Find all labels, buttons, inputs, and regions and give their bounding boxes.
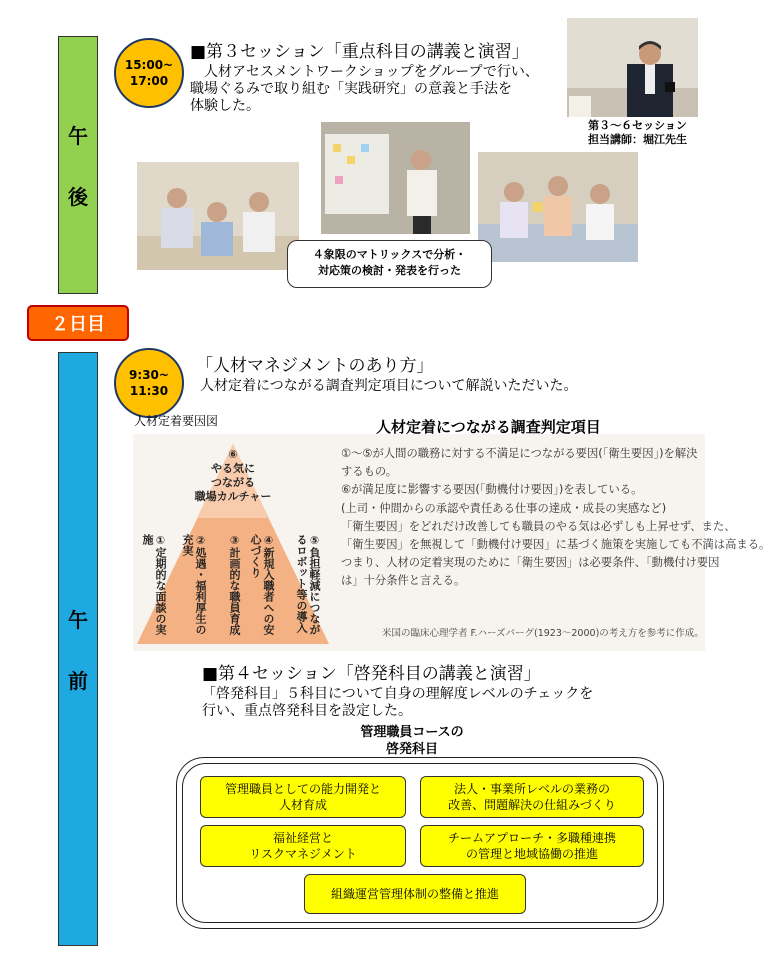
workshop-caption-line2: 対応策の検討・発表を行った xyxy=(318,264,461,277)
figure-right-title: 人材定着につながる調査判定項目 xyxy=(376,418,601,436)
figure-paragraph-line2: するもの。 xyxy=(341,465,398,479)
pyramid-columns xyxy=(141,530,325,642)
pyramid-top-line3: 職場カルチャー xyxy=(194,490,272,503)
workshop-photo-right xyxy=(478,152,638,262)
pyramid-col-1-num: ① xyxy=(154,534,167,547)
morning-time-start: 9:30~ xyxy=(129,368,169,382)
figure-paragraph-line7: つまり、人材の定着実現のために「衛生要因」は必要条件、「動機付け要因 xyxy=(341,556,720,570)
pyramid-col-3 xyxy=(228,534,241,635)
pyramid-top-label xyxy=(183,448,283,504)
pyramid-top-line1: やる気に xyxy=(211,462,255,475)
pyramid-col-3-num: ③ xyxy=(228,534,241,547)
morning-title: 「人材マネジメントのあり方」 xyxy=(196,356,434,376)
afternoon-bar-char-1: 午 xyxy=(68,124,88,148)
morning-body: 人材定着につながる調査判定項目について解説いただいた。 xyxy=(200,378,578,394)
session3-title: ■第３セッション「重点科目の講義と演習」 xyxy=(190,42,529,62)
pyramid-col-4-text: 新規入職者への安心づくり xyxy=(249,534,275,635)
session4-body xyxy=(202,686,672,720)
subject-box-4: チームアプローチ・多職種連携 の管理と地域協働の推進 xyxy=(420,825,644,867)
figure-paragraph-line3: ⑥が満足度に影響する要因(「動機付け要因」)を表している。 xyxy=(341,483,643,497)
pyramid-col-2-text: 処遇・福利厚生の充実 xyxy=(181,534,207,635)
session4-title: ■第４セッション「啓発科目の講義と演習」 xyxy=(202,664,541,684)
workshop-photo-center xyxy=(321,122,470,234)
session3-body xyxy=(190,64,570,115)
lecturer-caption-line1: 第３～６セッション xyxy=(588,119,687,132)
figure-paragraph-line5: 「衛生要因」をどれだけ改善しても職員のやる気は必ずしも上昇せず、また、 xyxy=(341,519,736,533)
afternoon-time-clock xyxy=(114,38,184,108)
morning-bar-char-1: 午 xyxy=(68,608,88,632)
day2-badge: ２日目 xyxy=(27,305,129,341)
pyramid-col-5-text: 負担軽減につながるロボット等の導入 xyxy=(295,534,321,635)
figure-paragraph-line6: 「衛生要因」を無視して「動機付け要因」に基づく施策を実施しても不満は高まる。 xyxy=(341,538,770,552)
lecturer-photo xyxy=(567,18,698,117)
workshop-photo-caption xyxy=(287,240,492,288)
pyramid-col-3-text: 計画的な職員育成 xyxy=(228,547,241,635)
session4-body-line2: 行い、重点啓発科目を設定した。 xyxy=(202,703,412,719)
course-title-line2: 啓発科目 xyxy=(385,742,438,757)
pyramid-col-4 xyxy=(249,534,275,642)
session3-body-line2: 職場ぐるみで取り組む「実践研究」の意義と手法を xyxy=(190,81,512,97)
afternoon-time-end: 17:00 xyxy=(129,74,169,88)
afternoon-bar xyxy=(58,36,98,294)
pyramid-col-1 xyxy=(141,534,167,642)
afternoon-bar-char-2: 後 xyxy=(68,185,88,209)
pyramid-top-num: ⑥ xyxy=(228,448,238,461)
pyramid-col-5-num: ⑤ xyxy=(308,534,321,547)
figure-paragraph-line8: は」十分条件と言える。 xyxy=(341,574,466,588)
morning-bar xyxy=(58,352,98,946)
figure-note: 米国の臨床心理学者 F.ハーズバーグ(1923～2000)の考え方を参考に作成。 xyxy=(382,628,704,639)
figure-paragraph-line4: (上司・仲間からの承認や責任ある仕事の達成・成長の実感など) xyxy=(341,501,667,515)
morning-bar-char-2: 前 xyxy=(68,669,88,693)
pyramid-col-1-text: 定期的な面談の実施 xyxy=(141,534,167,635)
pyramid-col-2 xyxy=(181,534,207,642)
pyramid-col-5 xyxy=(295,534,321,642)
figure-paragraph xyxy=(341,445,770,591)
morning-time-clock xyxy=(114,348,184,418)
morning-time-end: 11:30 xyxy=(129,384,169,398)
figure-left-title: 人材定着要因図 xyxy=(134,414,219,428)
pyramid-col-4-num: ④ xyxy=(262,534,275,547)
workshop-caption-line1: ４象限のマトリックスで分析・ xyxy=(312,248,467,261)
session4-body-line1: 「啓発科目」５科目について自身の理解度レベルのチェックを xyxy=(202,686,594,702)
subject-box-3: 福祉経営と リスクマネジメント xyxy=(200,825,406,867)
afternoon-time-start: 15:00~ xyxy=(124,58,174,72)
session3-body-line3: 体験した。 xyxy=(190,98,260,114)
subject-box-5: 組織運営管理体制の整備と推進 xyxy=(304,874,526,914)
subject-box-1: 管理職員としての能力開発と 人材育成 xyxy=(200,776,406,818)
course-title-line1: 管理職員コースの xyxy=(360,725,464,740)
figure-paragraph-line1: ①～⑤が人間の職務に対する不満足につながる要因(「衛生要因」)を解決 xyxy=(341,447,698,460)
lecturer-caption xyxy=(588,119,687,147)
pyramid-top-line2: つながる xyxy=(211,476,255,489)
lecturer-caption-line2: 担当講師：堀江先生 xyxy=(588,133,687,146)
course-title xyxy=(352,724,472,758)
workshop-photo-left xyxy=(137,162,299,270)
subject-box-2: 法人・事業所レベルの業務の 改善、問題解決の仕組みづくり xyxy=(420,776,644,818)
pyramid-col-2-num: ② xyxy=(194,534,207,547)
session3-body-line1: 人材アセスメントワークショップをグループで行い、 xyxy=(190,64,539,80)
